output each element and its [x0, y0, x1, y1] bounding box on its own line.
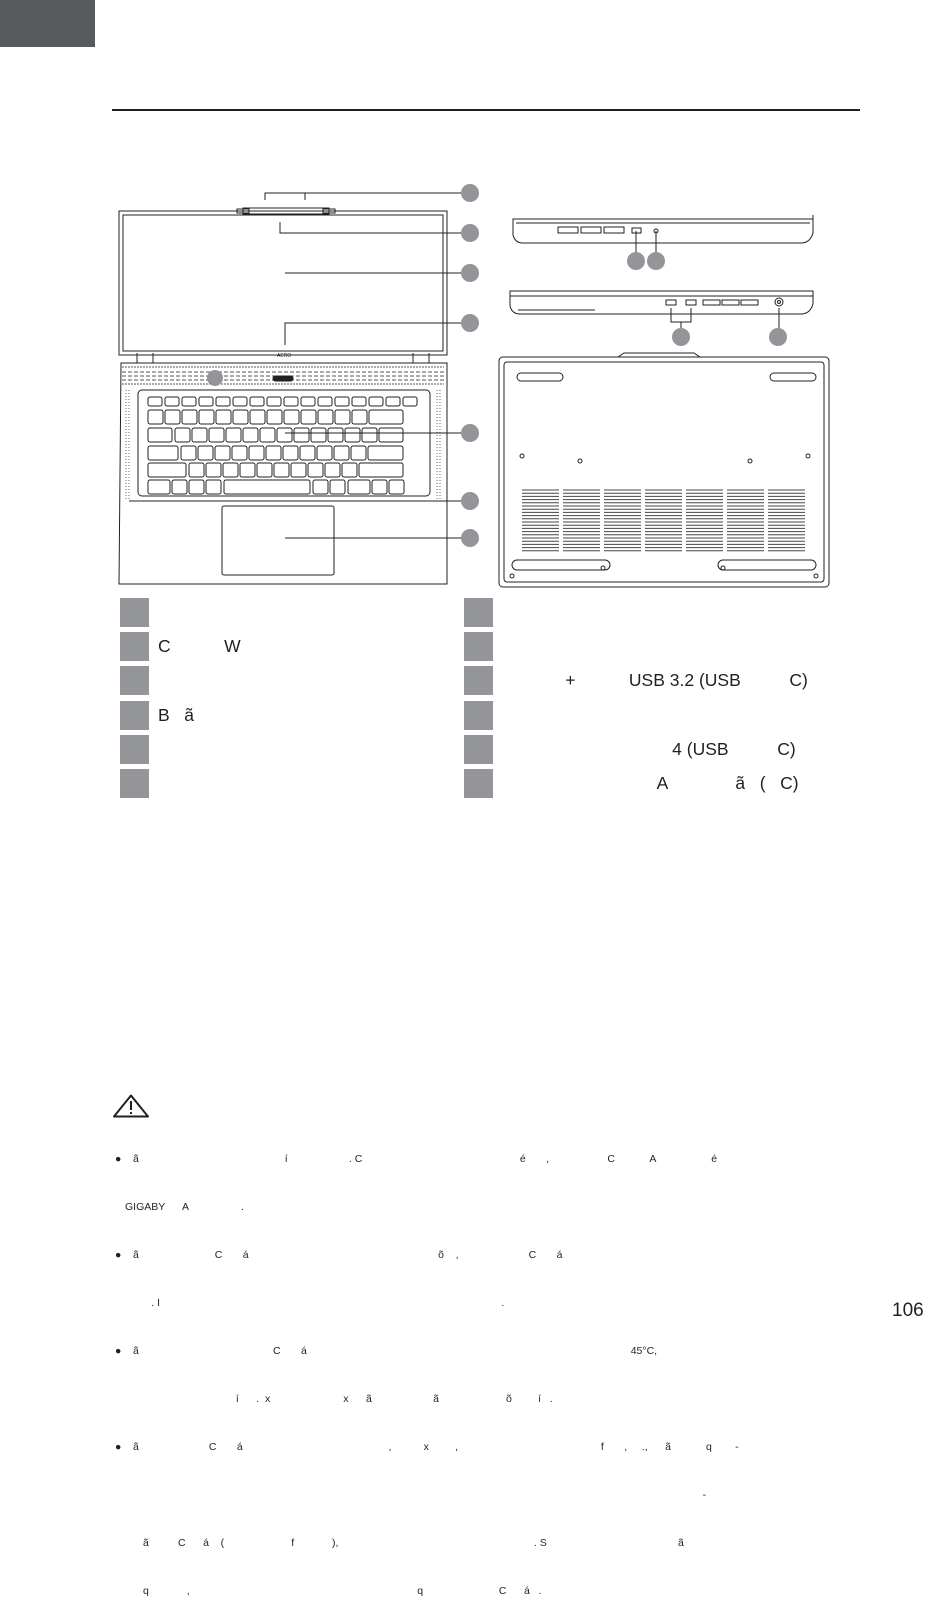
note-line: ● ã C á , x , f , ., ã q - — [115, 1441, 739, 1453]
legend-item: C W — [158, 636, 241, 656]
usb-c-port-2 — [686, 300, 696, 305]
keyboard-key — [189, 463, 204, 477]
laptop-side-view-right — [513, 215, 813, 243]
note-line: í . x x ã ã õ í . — [125, 1393, 553, 1405]
keyboard-key — [192, 428, 207, 442]
callout-marker — [207, 370, 223, 386]
legend-number-box — [120, 598, 149, 627]
callout-marker — [647, 252, 665, 270]
screw-3 — [748, 459, 752, 463]
keyboard-key — [257, 463, 272, 477]
keyboard-key — [308, 463, 323, 477]
callout-marker — [461, 224, 479, 242]
keyboard-key — [233, 397, 247, 406]
legend-number-box — [464, 769, 493, 798]
keyboard-key — [223, 463, 238, 477]
keyboard-key — [267, 397, 281, 406]
legend-item: + USB 3.2 (USB C) — [502, 670, 808, 690]
legend-number-box — [120, 632, 149, 661]
keyboard-key — [313, 480, 328, 494]
keyboard-key — [301, 397, 315, 406]
bullet-icon: ● — [115, 1345, 122, 1357]
keyboard-key — [369, 397, 383, 406]
keyboard-key — [209, 428, 224, 442]
callout-marker — [461, 264, 479, 282]
keyboard-key — [369, 410, 403, 424]
keyboard-key — [260, 428, 275, 442]
keyboard-key — [389, 480, 404, 494]
note-line: ● ã C á 45°C, — [115, 1345, 658, 1357]
keyboard-key — [345, 428, 360, 442]
keyboard-key — [233, 410, 248, 424]
keyboard-key — [189, 480, 204, 494]
usb-c-port-1 — [666, 300, 676, 305]
rubber-foot-1 — [517, 373, 563, 381]
keyboard-keys — [148, 397, 417, 494]
legend-number-box — [464, 598, 493, 627]
bullet-icon: ● — [115, 1249, 122, 1261]
keyboard-key — [199, 410, 214, 424]
keyboard-key — [206, 480, 221, 494]
keyboard-key — [250, 410, 265, 424]
keyboard-key — [352, 410, 367, 424]
note-line: GIGABY A . — [125, 1201, 244, 1213]
keyboard-key — [148, 463, 186, 477]
keyboard-key — [274, 463, 289, 477]
keyboard-key — [249, 446, 264, 460]
keyboard-key — [199, 397, 213, 406]
keyboard-key — [351, 446, 366, 460]
keyboard-key — [175, 428, 190, 442]
power-jack — [775, 298, 783, 306]
rubber-foot-2 — [770, 373, 816, 381]
callout-marker — [461, 424, 479, 442]
keyboard-key — [224, 480, 310, 494]
screw-2 — [578, 459, 582, 463]
rubber-foot-3 — [512, 560, 610, 570]
page-number: 106 — [892, 1300, 924, 1321]
legend-number-box — [120, 701, 149, 730]
keyboard-key — [216, 397, 230, 406]
keyboard-key — [368, 446, 403, 460]
keyboard-key — [311, 428, 326, 442]
keyboard-key — [330, 480, 345, 494]
keyboard-key — [165, 410, 180, 424]
keyboard-key — [267, 410, 282, 424]
keyboard-key — [266, 446, 281, 460]
legend-item: B ã — [158, 705, 194, 725]
keyboard-key — [148, 397, 162, 406]
keyboard-key — [386, 397, 400, 406]
keyboard-key — [352, 397, 366, 406]
legend-number-box — [120, 666, 149, 695]
side-vents-1 — [558, 227, 624, 233]
callout-marker — [461, 314, 479, 332]
keyboard-key — [182, 410, 197, 424]
logo-text: AERO — [277, 353, 292, 359]
laptop-side-view-left — [510, 291, 813, 314]
callout-lines — [129, 193, 779, 538]
laptop-diagram — [0, 0, 950, 600]
legend-number-box — [120, 735, 149, 764]
keyboard-key — [301, 410, 316, 424]
laptop-bottom-view — [499, 353, 829, 587]
note-line: ● ã C á õ , C á — [115, 1249, 563, 1261]
keyboard-key — [181, 446, 196, 460]
keyboard-key — [291, 463, 306, 477]
note-line: - — [125, 1489, 707, 1501]
keyboard-key — [206, 463, 221, 477]
keyboard-key — [243, 428, 258, 442]
callout-markers — [207, 184, 787, 547]
keyboard-key — [362, 428, 377, 442]
keyboard-key — [148, 428, 172, 442]
keyboard-key — [325, 463, 340, 477]
screw-1 — [520, 454, 524, 458]
keyboard-key — [318, 397, 332, 406]
bullet-icon: ● — [115, 1441, 122, 1453]
keyboard-key — [348, 480, 370, 494]
keyboard-key — [284, 410, 299, 424]
callout-marker — [769, 328, 787, 346]
keyboard-key — [226, 428, 241, 442]
legend-number-box — [464, 632, 493, 661]
note-line: . I . — [125, 1297, 505, 1309]
callout-marker — [672, 328, 690, 346]
legend-number-box — [120, 769, 149, 798]
bottom-vents — [522, 490, 805, 551]
keyboard-key — [403, 397, 417, 406]
callout-marker — [461, 492, 479, 510]
legend-number-box — [464, 735, 493, 764]
keyboard-key — [318, 410, 333, 424]
keyboard-key — [232, 446, 247, 460]
keyboard-key — [379, 428, 403, 442]
note-line: ã C á ( f ), . S ã — [143, 1537, 684, 1549]
keyboard-key — [277, 428, 292, 442]
bullet-icon: ● — [115, 1153, 122, 1165]
keyboard-key — [165, 397, 179, 406]
keyboard-key — [182, 397, 196, 406]
safety-notes — [115, 1119, 739, 1615]
keyboard-key — [342, 463, 357, 477]
power-button — [273, 376, 293, 381]
warning-triangle-icon — [112, 1094, 150, 1118]
callout-marker — [627, 252, 645, 270]
keyboard-key — [216, 410, 231, 424]
legend-item: A ã ( C) — [502, 773, 799, 793]
laptop-top-view — [119, 208, 447, 584]
screen-panel — [123, 215, 443, 351]
keyboard-key — [317, 446, 332, 460]
keyboard-key — [300, 446, 315, 460]
keyboard-key — [335, 410, 350, 424]
keyboard-key — [372, 480, 387, 494]
keyboard-key — [148, 480, 170, 494]
screw-4 — [806, 454, 810, 458]
keyboard-key — [334, 446, 349, 460]
keyboard-key — [284, 397, 298, 406]
note-line: ● ã í . C é , C A é — [115, 1153, 718, 1165]
legend-item: 4 (USB C) — [502, 739, 796, 759]
keyboard-key — [294, 428, 309, 442]
keyboard-key — [335, 397, 349, 406]
keyboard-key — [172, 480, 187, 494]
legend-number-box — [464, 701, 493, 730]
keyboard-key — [283, 446, 298, 460]
keyboard-key — [250, 397, 264, 406]
keyboard-key — [148, 410, 163, 424]
side-vents-2 — [703, 300, 758, 305]
keyboard-key — [359, 463, 403, 477]
keyboard-key — [198, 446, 213, 460]
rubber-foot-4 — [718, 560, 816, 570]
keyboard-key — [328, 428, 343, 442]
keyboard-key — [148, 446, 178, 460]
touchpad — [222, 506, 334, 575]
legend-number-box — [464, 666, 493, 695]
callout-marker — [461, 529, 479, 547]
callout-marker — [461, 184, 479, 202]
note-line: q , q C á . — [143, 1585, 542, 1597]
keyboard-key — [240, 463, 255, 477]
keyboard-key — [215, 446, 230, 460]
